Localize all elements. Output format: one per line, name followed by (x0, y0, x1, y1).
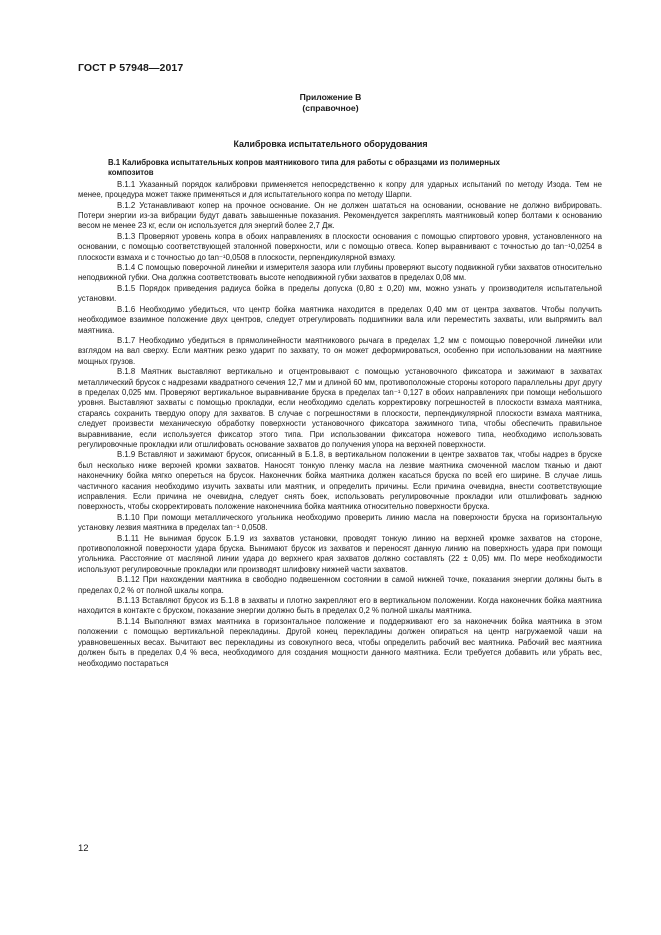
paragraph-b-1-4: В.1.4 С помощью поверочной линейки и измерителя зазора или глубины проверяют высоту подвижной губки захватов относительно неподвижной губки. Она должна соответствовать высоте неподвижной губки захватов в пределах 0,08 мм. (78, 263, 602, 283)
paragraph-b-1-7: В.1.7 Необходимо убедиться в прямолинейности маятникового рычага в пределах 1,2 мм с помощью поверочной линейки или взглядом на вал сверху. Если маятник резко ударит по захвату, то он может деформироваться, особенно при использовании на маятнике мощных грузов. (78, 335, 602, 366)
paragraph-b-1-9: В.1.9 Вставляют и зажимают брусок, описанный в Б.1.8, в вертикальном положении в центре захватов так, чтобы надрез в бруске был несколько ниже верхней кромки захватов. Наносят тонкую пленку масла на лезвие маятника смоченной маслом тканью и дают наконечнику бойка мягко опереться на брусок. Наконечник бойка маятника должен касаться бруска по всей его ширине. В случае лишь частичного касания необходимо изучить захваты или маятник, и определить причины. Если причина очевидна, внести соответствующие исправления. Если причина не очевидна, следует снять боек, использовать регулировочные прокладки или отшлифовать заднюю поверхность, чтобы скорректировать положение наконечника бойка маятника относительно поверхности бруска. (78, 450, 602, 512)
subsection-heading-line-2: композитов (108, 168, 154, 178)
paragraph-b-1-5: В.1.5 Порядок приведения радиуса бойка в пределы допуска (0,80 ± 0,20) мм, можно узнать у производителя испытательной установки. (78, 283, 602, 304)
appendix-subtitle: (справочное) (302, 103, 359, 113)
paragraph-b-1-10: В.1.10 При помощи металлического угольника необходимо проверить линию масла на поверхности бруска на горизонтальную установку лезвия маятника в пределах tan⁻¹ 0,0508. (78, 512, 602, 533)
section-title: Калибровка испытательного оборудования (233, 139, 428, 149)
paragraph-b-1-13: В.1.13 Вставляют брусок из Б.1.8 в захваты и плотно закрепляют его в вертикальном положении. Когда наконечник бойка маятника находится в контакте с бруском, показание энергии должно быть в пределах 0,2 % полной шкалы маятника. (78, 596, 602, 616)
paragraph-b-1-6: В.1.6 Необходимо убедиться, что центр бойка маятника находится в пределах 0,40 мм от центра захватов. Чтобы получить необходимое взаимное положение двух центров, следует отрегулировать подшипники вала или переместить захваты, или выпрямить вал маятника. (78, 304, 602, 335)
paragraph-b-1-8: В.1.8 Маятник выставляют вертикально и отцентровывают с помощью установочного фиксатора и зажимают в захватах металлический брусок с надрезами квадратного сечения 12,7 мм и длиной 60 мм, противоположные стороны которого параллельны друг другу в пределах 0,025 мм. Проверяют вертикальное выравнивание бруска в пределах tan⁻¹ 0,127 в обоих направлениях при помощи небольшого уровня. Выставляют захваты с помощью прокладки, если необходимо сделать корректировку погрешностей в плоскости взмаха маятника, стараясь сохранить твердую опору для захватов. В случае с погрешностями в плоскости, перпендикулярной плоскости взмаха маятника, следует произвести механическую обработку поверхности установочного фиксатора зажимного типа, чтобы обеспечить правильное выравнивание, если используется фиксатор этого типа. При использовании фиксатора ножевого типа, необходимо использовать регулировочные прокладки или отшлифовать основание захватов до получения упора на верхней поверхности. (78, 367, 602, 449)
page-number: 12 (78, 843, 89, 854)
paragraph-b-1-2: В.1.2 Устанавливают копер на прочное основание. Он не должен шататься на основании, основание не должно вибрировать. Потери энергии из-за вибрации будут давать завышенные показания. Рекомендуется закреплять маятниковый копер болтами к основанию весом не менее 23 кг, если он используется для энергий более 2,7 Дж. (78, 200, 602, 231)
document-body (78, 158, 602, 669)
appendix-title: Приложение В (299, 92, 362, 102)
paragraph-b-1-1: В.1.1 Указанный порядок калибровки применяется непосредственно к копру для ударных испытаний по методу Изода. Тем не менее, процедура может также применяться и для испытательного копра по методу Шарпи. (78, 179, 602, 200)
paragraph-b-1-3: В.1.3 Проверяют уровень копра в обоих направлениях в плоскости основания с помощью спиртового уровня, установленного на основании, с помощью соответствующей эталонной поверхности, или с помощью отвеса. Копер выравнивают с точностью до tan⁻¹0,0254 в плоскости взмаха и с точностью до tan⁻¹0,0508 в плоскости, перпендикулярной взмаху. (78, 231, 602, 262)
subsection-heading-line-1: В.1 Калибровка испытательных копров маятникового типа для работы с образцами из полимерных (108, 158, 501, 167)
paragraph-b-1-12: В.1.12 При нахождении маятника в свободно подвешенном состоянии в самой нижней точке, показания энергии должны быть в пределах 0,2 % от полной шкалы копра. (78, 575, 602, 595)
standard-header: ГОСТ Р 57948—2017 (78, 62, 184, 74)
subsection-heading (78, 158, 602, 179)
paragraph-b-1-11: В.1.11 Не вынимая брусок Б.1.9 из захватов установки, проводят тонкую линию на верхней кромке захватов на стороне, противоположной поверхности удара бруска. Вынимают брусок из захватов и переносят данную линию на поверхность удара при помощи угольника. Расстояние от масляной линии удара до верхнего края захватов должно составлять (22 ± 0,05) мм. По мере необходимости используют регулировочные прокладки или производят шлифовку нижней части захватов. (78, 533, 602, 574)
paragraph-b-1-14: В.1.14 Выполняют взмах маятника в горизонтальное положение и поддерживают его за наконечник бойка маятника в этом положении с помощью вертикальной перекладины. Другой конец перекладины должен опираться на центр нагружаемой чаши на уравновешенных весах. Вычитают вес перекладины из совокупного веса, чтобы определить рабочий вес маятника. Рабочий вес маятника должен быть в пределах 0,4 % веса, необходимого для создания мощности данного маятника. Если требуется добавить или убрать вес, необходимо постараться (78, 616, 602, 668)
